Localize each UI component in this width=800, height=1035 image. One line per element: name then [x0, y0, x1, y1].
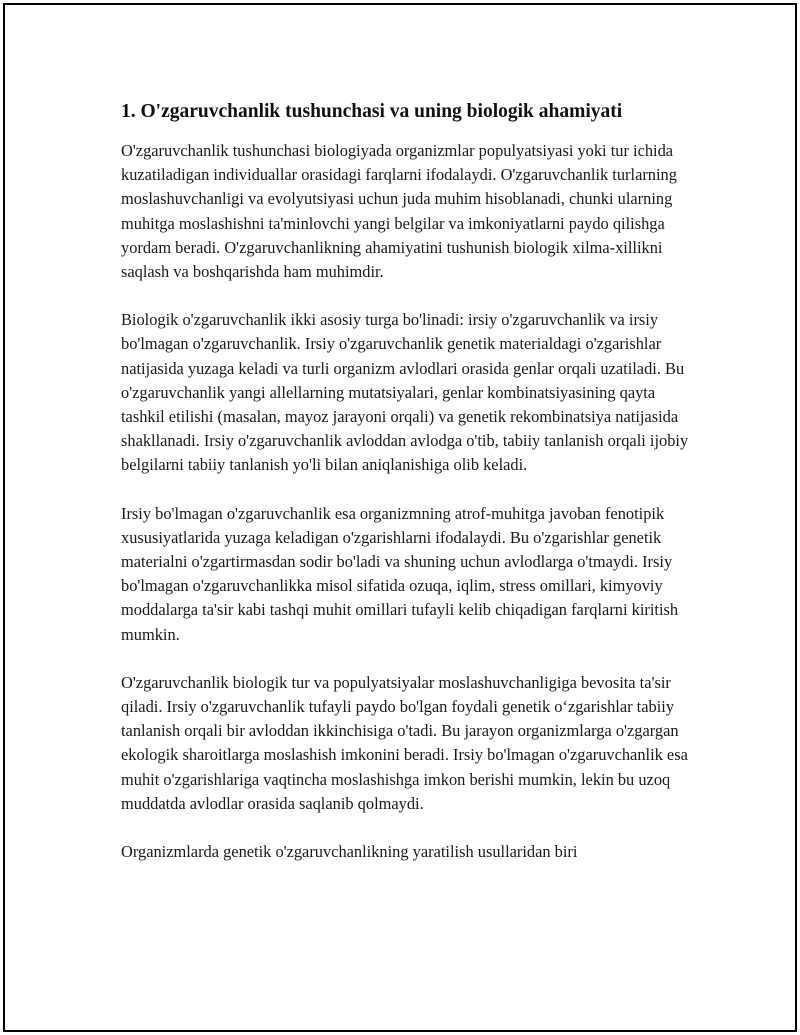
paragraph-5: Organizmlarda genetik o'zgaruvchanlikning yaratilish usullaridan biri — [121, 842, 578, 862]
paragraph-2: Biologik o'zgaruvchanlik ikki asosiy turga bo'linadi: irsiy o'zgaruvchanlik va irsiy bo'lmagan o'zgaruvchanlik. Irsiy o'zgaruvchanlik genetik materialdagi o'zgarishlar natijasida yuzaga keladi va turli organizm avlodlari orasida genlar orqali uzatiladi. Bu o'zgaruvchanlik yangi allellarning mutatsiyalari, genlar kombinatsiyasining qayta tashkil etilishi (masalan, mayoz jarayoni orqali) va genetik rekombinatsiya natijasida shakllanadi. Irsiy o'zgaruvchanlik avloddan avlodga o'tib, tabiiy tanlanish orqali ijobiy belgilarni tabiiy tanlanish yo'li bilan aniqlanishiga olib keladi. — [121, 310, 689, 475]
paragraph-3: Irsiy bo'lmagan o'zgaruvchanlik esa organizmning atrof-muhitga javoban fenotipik xususiyatlarida yuzaga keladigan o'zgarishlarni ifodalaydi. Bu o'zgarishlar genetik materialni o'zgartirmasdan sodir bo'ladi va shuning uchun avlodlarga o'tmaydi. Irsiy bo'lmagan o'zgaruvchanlikka misol sifatida ozuqa, iqlim, stress omillari, kimyoviy moddalarga ta'sir kabi tashqi muhit omillari tufayli kelib chiqadigan farqlarni kiritish mumkin. — [121, 503, 679, 644]
document-body — [121, 99, 701, 864]
page-frame — [3, 3, 797, 1032]
paragraph-1: O'zgaruvchanlik tushunchasi biologiyada organizmlar populyatsiyasi yoki tur ichida kuzatiladigan individuallar orasidagi farqlarni ifodalaydi. O'zgaruvchanlik turlarning moslashuvchanligi va evolyutsiyasi uchun juda muhim hisoblanadi, chunki ularning muhitga moslashishni ta'minlovchi yangi belgilar va imkoniyatlarni paydo qilishga yordam beradi. O'zgaruvchanlikning ahamiyatini tushunish biologik xilma-xillikni saqlash va boshqarishda ham muhimdir. — [121, 141, 677, 282]
paragraph-4: O'zgaruvchanlik biologik tur va populyatsiyalar moslashuvchanligiga bevosita ta'sir qiladi. Irsiy o'zgaruvchanlik tufayli paydo bo'lgan foydali genetik o‘zgarishlar tabiiy tanlanish orqali bir avloddan ikkinchisiga o'tadi. Bu jarayon organizmlarga o'zgargan ekologik sharoitlarga moslashish imkonini beradi. Irsiy bo'lmagan o'zgaruvchanlik esa muhit o'zgarishlariga vaqtincha moslashishga imkon berishi mumkin, lekin bu uzoq muddatda avlodlar orasida saqlanib qolmaydi. — [121, 672, 688, 813]
section-heading: 1. O'zgaruvchanlik tushunchasi va uning biologik ahamiyati — [121, 101, 623, 122]
